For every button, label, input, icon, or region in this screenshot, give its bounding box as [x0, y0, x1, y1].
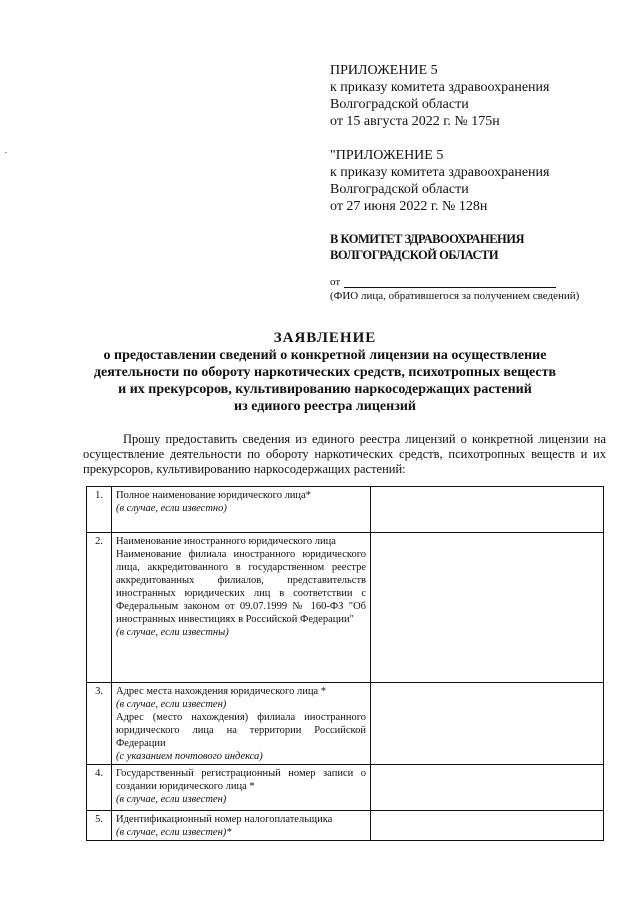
field-hint: (с указанием почтового индекса) — [116, 751, 263, 762]
applicant-field — [330, 276, 579, 302]
row-number: 3. — [87, 683, 112, 765]
field-value[interactable] — [371, 765, 604, 811]
field-label-text: Наименование иностранного юридического лица — [116, 536, 336, 547]
field-label — [112, 533, 371, 683]
table-row — [87, 811, 604, 841]
table-row — [87, 533, 604, 683]
field-label-text: Адрес места нахождения юридического лица * — [116, 686, 326, 697]
field-label-text: Адрес (место нахождения) филиала иностранного юридического лица на территории Российской Федерации — [116, 712, 366, 749]
field-hint: (в случае, если известен) — [116, 699, 227, 710]
field-hint: (в случае, если известен) — [116, 794, 227, 805]
annex-previous-header — [330, 147, 549, 215]
from-label: от — [330, 276, 341, 288]
from-caption: (ФИО лица, обратившегося за получением сведений) — [330, 290, 580, 302]
field-value[interactable] — [371, 683, 604, 765]
addressee-line: В КОМИТЕТ ЗДРАВООХРАНЕНИЯ — [330, 232, 525, 246]
field-hint: (в случае, если известно) — [116, 503, 227, 514]
row-number: 1. — [87, 487, 112, 533]
table-row — [87, 765, 604, 811]
field-label — [112, 683, 371, 765]
field-hint: (в случае, если известны) — [116, 627, 229, 638]
annex-previous-line: Волгоградской области — [330, 182, 469, 197]
field-label-text: Государственный регистрационный номер записи о создании юридического лица * — [116, 768, 366, 792]
row-number: 4. — [87, 765, 112, 811]
intro-paragraph: Прошу предоставить сведения из единого реестра лицензий о конкретной лицензии на осуществление деятельности по обороту наркотических средств, психотропных веществ и их прекурсоров, культивированию наркосодержащих растений: — [83, 432, 606, 476]
applicant-name-line[interactable] — [344, 278, 556, 288]
title-line: о предоставлении сведений о конкретной лицензии на осуществление — [103, 348, 547, 363]
addressee-line: ВОЛГОГРАДСКОЙ ОБЛАСТИ — [330, 248, 499, 262]
margin-mark — [5, 152, 7, 153]
title-line: и их прекурсоров, культивированию наркосодержащих растений — [118, 382, 532, 397]
field-value[interactable] — [371, 487, 604, 533]
row-number: 2. — [87, 533, 112, 683]
annex-current-line: ПРИЛОЖЕНИЕ 5 — [330, 63, 438, 78]
form-table — [86, 486, 604, 841]
field-label-text: Полное наименование юридического лица* — [116, 490, 311, 501]
table-row — [87, 683, 604, 765]
annex-current-line: Волгоградской области — [330, 97, 469, 112]
addressee — [330, 231, 524, 263]
field-hint: (в случае, если известен)* — [116, 827, 232, 838]
annex-current-line: от 15 августа 2022 г. № 175н — [330, 114, 500, 129]
field-value[interactable] — [371, 811, 604, 841]
field-label-text: Наименование филиала иностранного юридического лица, аккредитованного в государственном реестре аккредитованных филиалов, представительств иностранных юридических лиц в соответствии с Федеральным законом от 09.07.1999 № 160-ФЗ "Об иностранных инвестициях в Российской Федерации" — [116, 549, 366, 625]
field-label — [112, 811, 371, 841]
title-main: ЗАЯВЛЕНИЕ — [273, 330, 377, 346]
document-title — [60, 330, 590, 415]
title-line: деятельности по обороту наркотических средств, психотропных веществ — [93, 365, 557, 380]
row-number: 5. — [87, 811, 112, 841]
annex-current-line: к приказу комитета здравоохранения — [330, 80, 550, 95]
annex-current-header — [330, 62, 549, 130]
field-label — [112, 765, 371, 811]
field-label — [112, 487, 371, 533]
field-value[interactable] — [371, 533, 604, 683]
table-row — [87, 487, 604, 533]
title-line: из единого реестра лицензий — [234, 399, 416, 414]
annex-previous-line: от 27 июня 2022 г. № 128н — [330, 199, 488, 214]
annex-previous-line: к приказу комитета здравоохранения — [330, 165, 550, 180]
annex-previous-line: "ПРИЛОЖЕНИЕ 5 — [330, 148, 444, 163]
field-label-text: Идентификационный номер налогоплательщика — [116, 814, 333, 825]
